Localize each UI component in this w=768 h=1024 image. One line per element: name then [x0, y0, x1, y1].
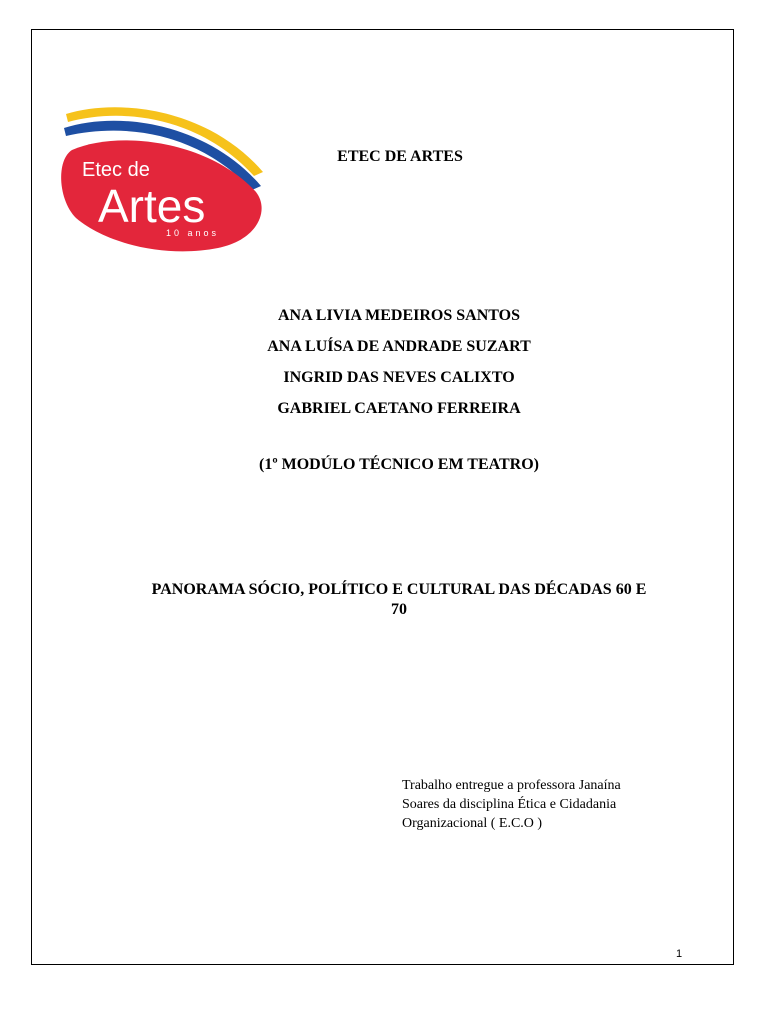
document-title [110, 580, 688, 620]
author-name: GABRIEL CAETANO FERREIRA [277, 400, 521, 417]
logo-text-etec-de: Etec de [82, 159, 150, 181]
author-name: ANA LUÍSA DE ANDRADE SUZART [267, 338, 531, 355]
submission-note-line: Organizacional ( E.C.O ) [402, 816, 543, 831]
submission-note-line: Soares da disciplina Ética e Cidadania [402, 797, 617, 812]
module-label: (1º MODÚLO TÉCNICO EM TEATRO) [259, 456, 539, 473]
logo-text-artes: Artes [98, 180, 206, 232]
author-name: ANA LIVIA MEDEIROS SANTOS [278, 307, 520, 324]
document-title-line: 70 [391, 601, 407, 618]
page-number: 1 [676, 948, 683, 960]
logo-text-10-anos: 10 anos [166, 228, 220, 238]
submission-note-line: Trabalho entregue a professora Janaína [402, 778, 621, 793]
etec-de-artes-logo [58, 100, 268, 255]
submission-note [402, 776, 702, 833]
author-name: INGRID DAS NEVES CALIXTO [283, 369, 515, 386]
document-title-line: PANORAMA SÓCIO, POLÍTICO E CULTURAL DAS DÉCADAS 60 E [151, 581, 647, 598]
author-list [140, 300, 658, 424]
school-name: ETEC DE ARTES [337, 148, 463, 165]
